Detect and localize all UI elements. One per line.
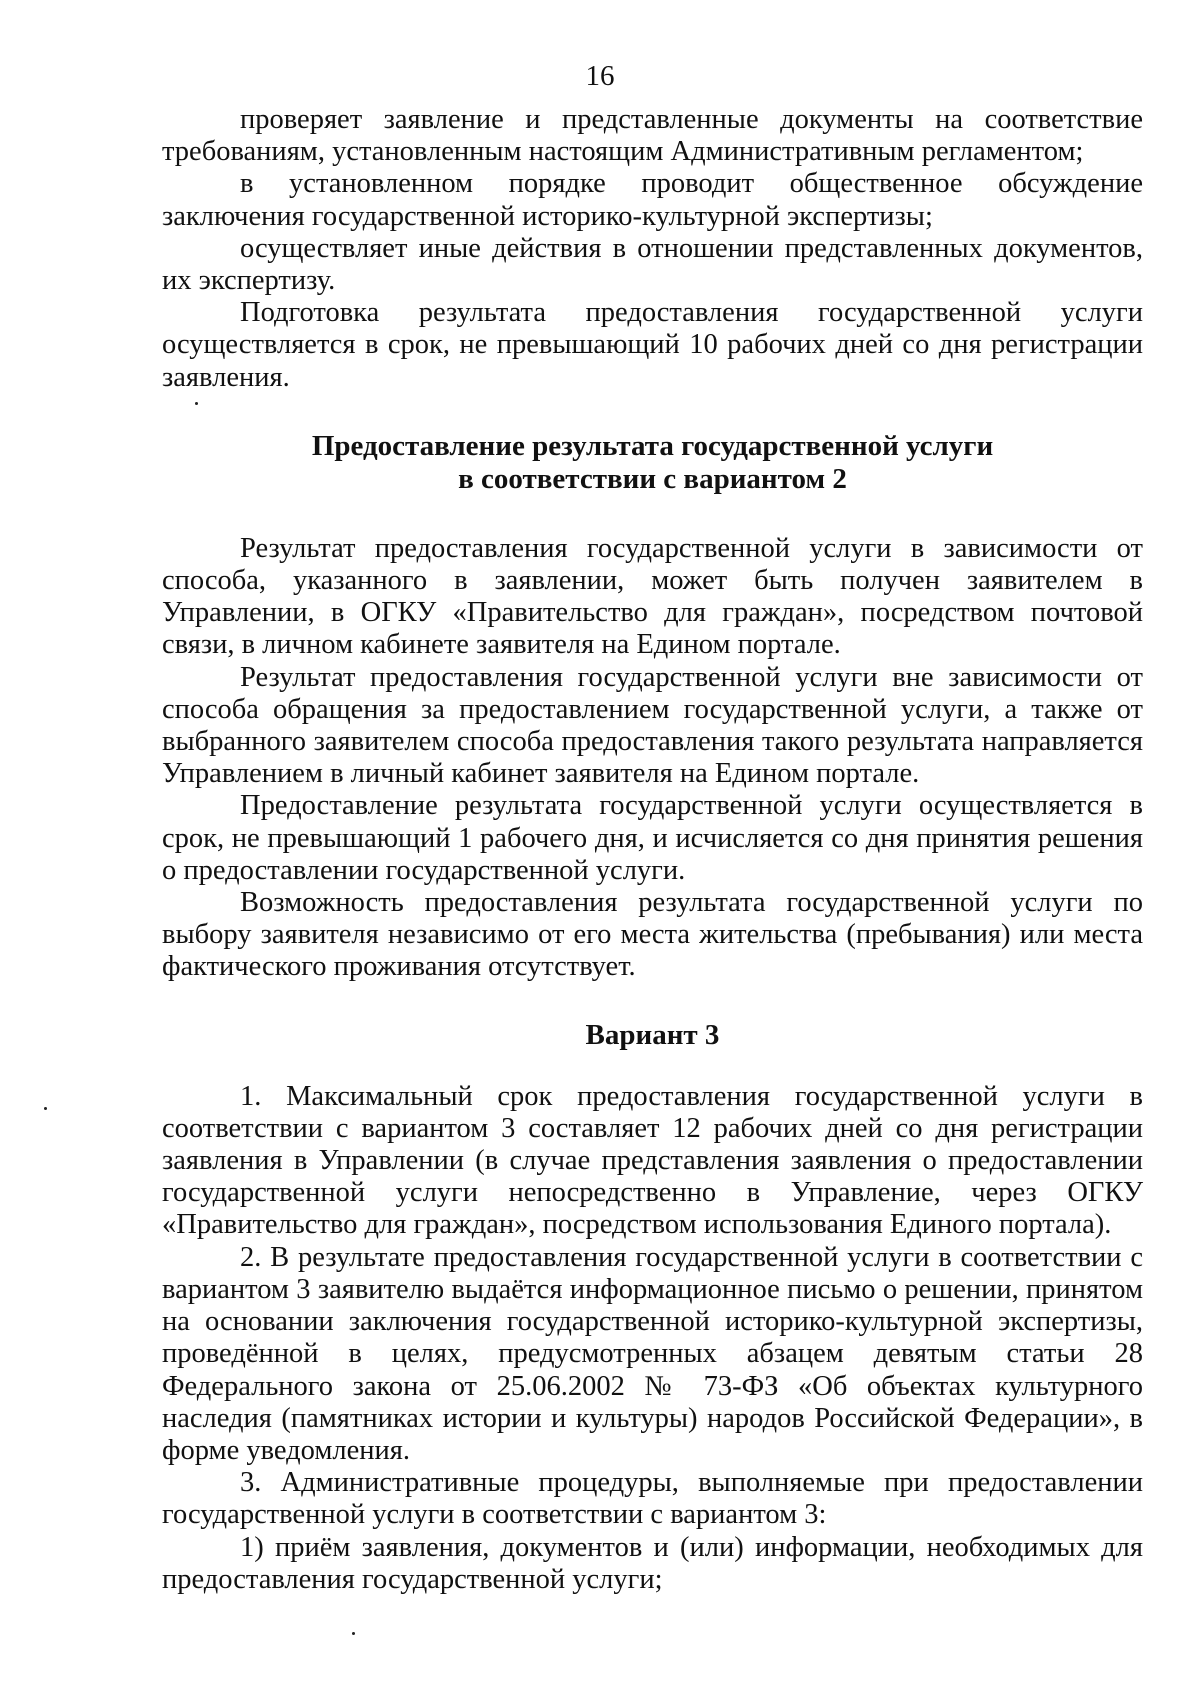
paragraph: Подготовка результата предоставления государственной услуги осуществляется в срок, не превышающий 10 рабочих дней со дня регистрации заявления. [162,297,1143,393]
paragraph: Результат предоставления государственной услуги вне зависимости от способа обращения за предоставлением государственной услуги, а также от выбранного заявителем способа предоставления такого результата направляется Управлением в личный кабинет заявителя на Едином портале. [162,661,1143,790]
variant-heading: Вариант 3 [585,1018,720,1051]
paragraph: 1) приём заявления, документов и (или) информации, необходимых для предоставления государственной услуги; [162,1531,1143,1595]
paragraph: 1. Максимальный срок предоставления государственной услуги в соответствии с вариантом 3 составляет 12 рабочих дней со дня регистрации заявления в Управлении (в случае представления заявления о предоставлении государственной услуги непосредственно в Управление, через ОГКУ «Правительство для граждан», посредством использования Единого портала). [162,1080,1143,1241]
document-body [162,104,1143,1596]
scan-speck [195,402,198,405]
scan-speck [352,1632,355,1635]
paragraph: Предоставление результата государственной услуги осуществляется в срок, не превышающий 1 рабочего дня, и исчисляется со дня принятия решения о предоставлении государственной услуги. [162,790,1143,886]
paragraph: в установленном порядке проводит общественное обсуждение заключения государственной историко-культурной экспертизы; [162,168,1143,232]
paragraph: 2. В результате предоставления государственной услуги в соответствии с вариантом 3 заявителю выдаётся информационное письмо о решении, принятом на основании заключения государственной историко-культурной экспертизы, проведённой в целях, предусмотренных абзацем девятым статьи 28 Федерального закона от 25.06.2002 № 73-ФЗ «Об объектах культурного наследия (памятниках истории и культуры) народов Российской Федерации», в форме уведомления. [162,1241,1143,1466]
paragraph: осуществляет иные действия в отношении представленных документов, их экспертизу. [162,232,1143,297]
section-heading [162,430,1143,496]
section-heading-line-2: в соответствии с вариантом 2 [458,462,847,495]
page-number: 16 [585,60,615,92]
paragraph: 3. Административные процедуры, выполняемые при предоставлении государственной услуги в соответствии с вариантом 3: [162,1467,1143,1531]
scan-speck [44,1107,47,1110]
paragraph: Результат предоставления государственной услуги в зависимости от способа, указанного в заявлении, может быть получен заявителем в Управлении, в ОГКУ «Правительство для граждан», посредством почтовой связи, в личном кабинете заявителя на Едином портале. [162,532,1143,661]
paragraph: проверяет заявление и представленные документы на соответствие требованиям, установленным настоящим Административным регламентом; [162,104,1143,168]
paragraph: Возможность предоставления результата государственной услуги по выбору заявителя независимо от его места жительства (пребывания) или места фактического проживания отсутствует. [162,887,1143,983]
section-heading-line-1: Предоставление результата государственной услуги [311,429,994,462]
